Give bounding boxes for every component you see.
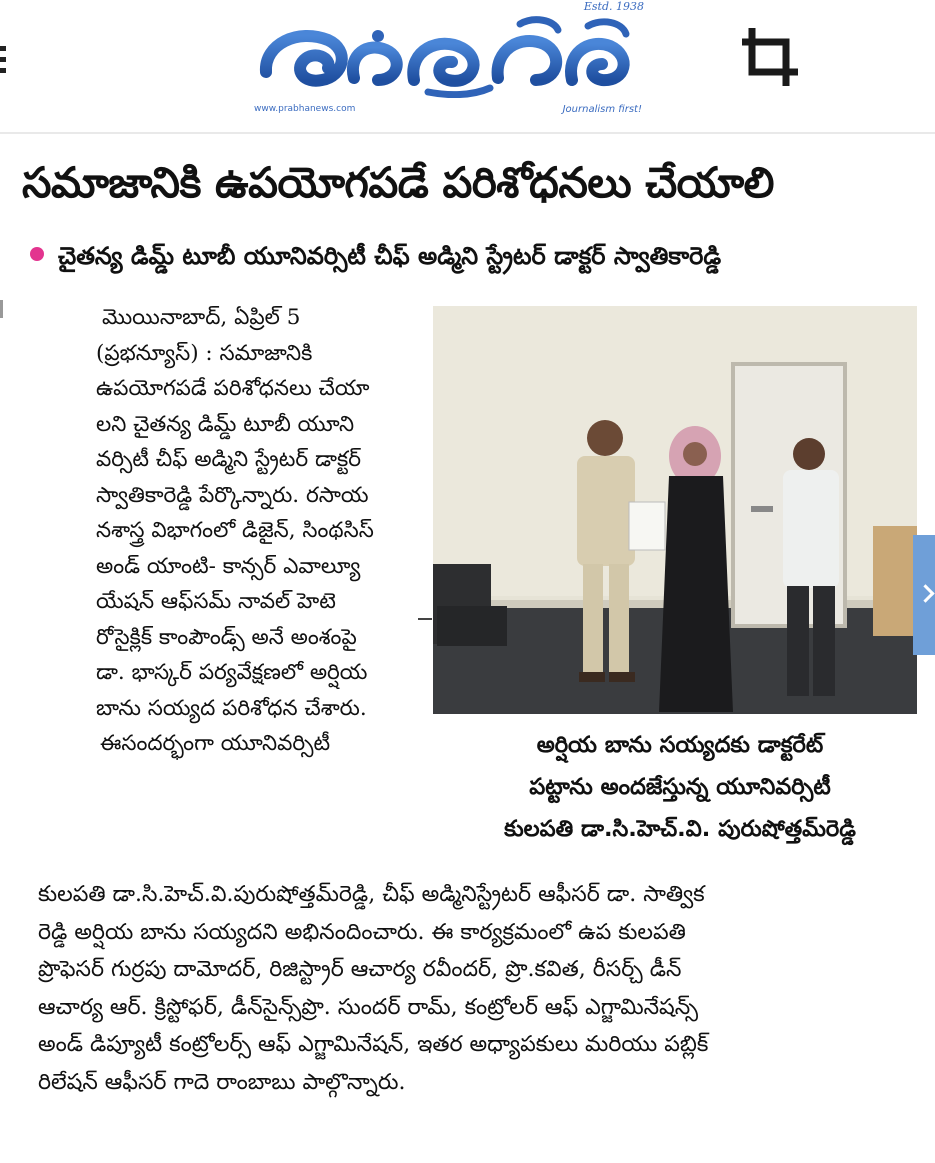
body-line: రోసైక్లిక్ కాంపౌండ్స్ అనే అంశంపై (96, 624, 357, 650)
logo-wordmark (258, 14, 638, 98)
newspaper-logo (248, 0, 648, 118)
svg-text:ఆంధ్రప్రభ: ఆంధ్రప్రభ (258, 14, 262, 15)
bullet-icon (30, 247, 44, 261)
dateline: మొయినాబాద్, ఏప్రిల్ 5 (102, 305, 301, 330)
divider-mark (418, 618, 432, 620)
body-line: ప్రొఫెసర్ గుర్రపు దామోదర్, రిజిస్ట్రార్ ఆచార్య రవీందర్, ప్రొ.కవిత, రీసర్చ్ డీన్ (38, 957, 682, 982)
body-line: ఆచార్య ఆర్. క్రిస్టోఫర్, డీన్‌సైన్స్‌ప్రొ. సుందర్ రామ్, కంట్రోలర్ ఆఫ్ ఎగ్జామినేషన్స్ (38, 994, 699, 1020)
body-line: రిలేషన్ ఆఫీసర్ గాదె రాంబాబు పాల్గొన్నారు. (38, 1069, 406, 1095)
chevron-icon (916, 584, 934, 602)
menu-dots-icon[interactable] (0, 46, 8, 80)
body-line: కులపతి డా.సి.హెచ్.వి.పురుషోత్తమ్‌రెడ్డి, చీఫ్ అడ్మినిస్ట్రేటర్ ఆఫీసర్ డా. సాత్విక (38, 882, 705, 907)
body-line: యేషన్ ఆఫ్‌సమ్ నావల్ హెటె (96, 589, 336, 614)
article-photo (433, 306, 917, 714)
body-line: ఉపయోగపడే పరిశోధనలు చేయా (96, 376, 370, 401)
body-line: అండ్ యాంటి- కాన్సర్ ఎవాల్యూ (96, 553, 361, 579)
body-line: అండ్ డిప్యూటీ కంట్రోలర్స్ ఆఫ్ ఎగ్జామినేషన్, ఇతర అధ్యాపకులు మరియు పబ్లిక్ (38, 1032, 709, 1057)
article-headline: సమాజానికి ఉపయోగపడే పరిశోధనలు చేయాలి (22, 158, 774, 207)
caption-line: కులపతి డా.సి.హెచ్.వి. పురుషోత్తమ్‌రెడ్డి (504, 816, 856, 842)
body-line: నశాస్త్ర విభాగంలో డిజైన్, సింథసిస్ (96, 518, 374, 543)
article-continuation (38, 876, 918, 1101)
body-line: డా. భాస్కర్ పర్యవేక్షణలో అర్షియ (96, 660, 368, 685)
photo-caption (440, 724, 920, 850)
article-column (96, 300, 426, 762)
subheadline-text: చైతన్య డిమ్డ్ టూబీ యూనివర్సిటీ చీఫ్ అడ్మిని స్ట్రేటర్ డాక్టర్ స్వాతికారెడ్డి (58, 242, 722, 270)
body-line: బాను సయ్యద పరిశోధన చేశారు. (96, 695, 367, 721)
body-line: (ప్రభన్యూస్) : సమాజానికి (96, 340, 313, 366)
body-line: రెడ్డి అర్షియ బాను సయ్యదని అభినందించారు. ఈ కార్యక్రమంలో ఉప కులపతి (38, 919, 686, 945)
body-line: స్వాతికారెడ్డి పేర్కొన్నారు. రసాయ (96, 482, 369, 508)
logo-established: Estd. 1938 (583, 0, 644, 13)
masthead (0, 0, 935, 134)
logo-tagline: Journalism first! (562, 104, 642, 115)
caption-line: అర్షియ బాను సయ్యదకు డాక్టరేట్ (536, 732, 824, 758)
body-line: వర్సిటీ చీఫ్ అడ్మిని స్ట్రేటర్ డాక్టర్ (96, 447, 361, 472)
next-page-tab[interactable] (913, 535, 935, 655)
caption-line: పట్టాను అందజేస్తున్న యూనివర్సిటీ (529, 774, 831, 800)
body-line: లని చైతన్య డిమ్డ్ టూబీ యూని (96, 411, 355, 437)
body-line: ఈసందర్భంగా యూనివర్సిటీ (100, 731, 331, 756)
crop-icon[interactable] (740, 26, 804, 88)
logo-url: www.prabhanews.com (254, 104, 356, 114)
article-subheadline (30, 242, 920, 276)
edge-mark (0, 300, 3, 318)
